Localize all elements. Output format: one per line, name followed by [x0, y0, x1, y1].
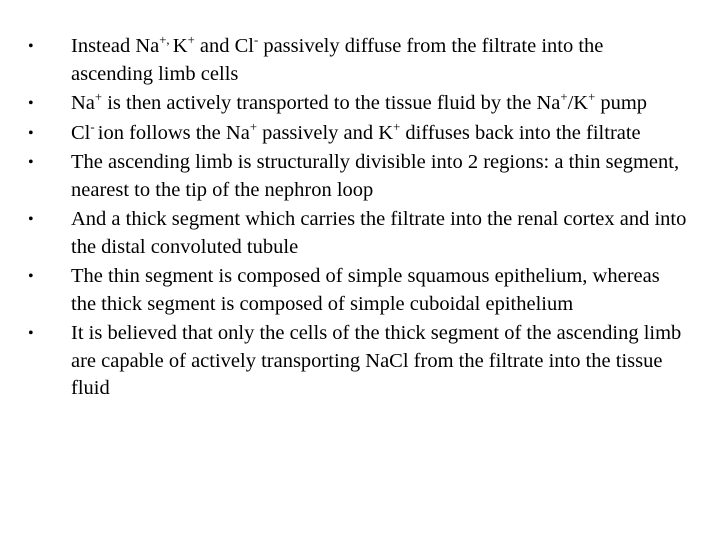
bullet-item	[28, 90, 688, 118]
bullet-dot-icon: •	[28, 38, 34, 55]
bullet-item	[28, 33, 688, 88]
text-run: Na	[71, 92, 95, 114]
bullet-dot-icon: •	[28, 268, 34, 285]
text-run: pump	[595, 92, 648, 114]
bullet-dot-icon: •	[28, 211, 34, 228]
bullet-item	[28, 320, 688, 403]
bullet-item	[28, 206, 688, 261]
bullet-list	[28, 33, 688, 405]
text-run: and Cl	[194, 35, 254, 57]
text-run: is then actively transported to the tissue fluid by the Na	[102, 92, 561, 114]
text-run: passively and K	[256, 121, 394, 144]
bullet-dot-icon: •	[28, 325, 34, 342]
text-run: passively diffuse from the filtrate into the ascending limb cells	[71, 35, 604, 85]
bullet-dot-icon: •	[28, 124, 34, 142]
text-run: diffuses back into the filtrate	[400, 121, 641, 144]
text-run: The ascending limb is structurally divisible into 2 regions: a thin segment, nearest to the tip of the nephron loop	[71, 151, 680, 201]
text-run: ion follows the Na	[97, 121, 250, 144]
bullet-dot-icon: •	[28, 95, 34, 112]
superscript-charge: +	[94, 90, 103, 105]
bullet-item	[28, 263, 688, 318]
bullet-text	[71, 265, 660, 315]
text-run: /K	[567, 92, 589, 114]
text-run: K	[172, 35, 188, 57]
bullet-item	[28, 120, 688, 148]
text-run: The thin segment is composed of simple squamous epithelium, whereas the thick segment is composed of simple cuboidal epithelium	[71, 265, 660, 315]
superscript-charge: +	[249, 119, 257, 134]
superscript-charge: +	[560, 90, 568, 105]
bullet-text	[71, 35, 603, 85]
bullet-text	[71, 92, 647, 114]
superscript-charge: +	[187, 33, 195, 48]
bullet-text	[71, 208, 686, 258]
text-run: It is believed that only the cells of the thick segment of the ascending limb are capable of actively transporting NaCl from the filtrate into the tissue fluid	[71, 322, 682, 399]
bullet-text	[71, 119, 641, 144]
bullet-dot-icon: •	[28, 154, 34, 171]
superscript-charge: +,	[159, 33, 173, 48]
text-run: Instead Na	[71, 35, 160, 57]
superscript-charge: +	[393, 119, 401, 134]
bullet-item	[28, 149, 688, 204]
bullet-text	[71, 322, 681, 399]
superscript-charge: +	[588, 90, 596, 105]
text-run: Cl	[71, 121, 91, 144]
superscript-charge: -	[253, 33, 259, 48]
superscript-charge: -	[90, 119, 98, 134]
bullet-text	[71, 151, 679, 201]
text-run: And a thick segment which carries the filtrate into the renal cortex and into the distal convoluted tubule	[71, 208, 687, 258]
